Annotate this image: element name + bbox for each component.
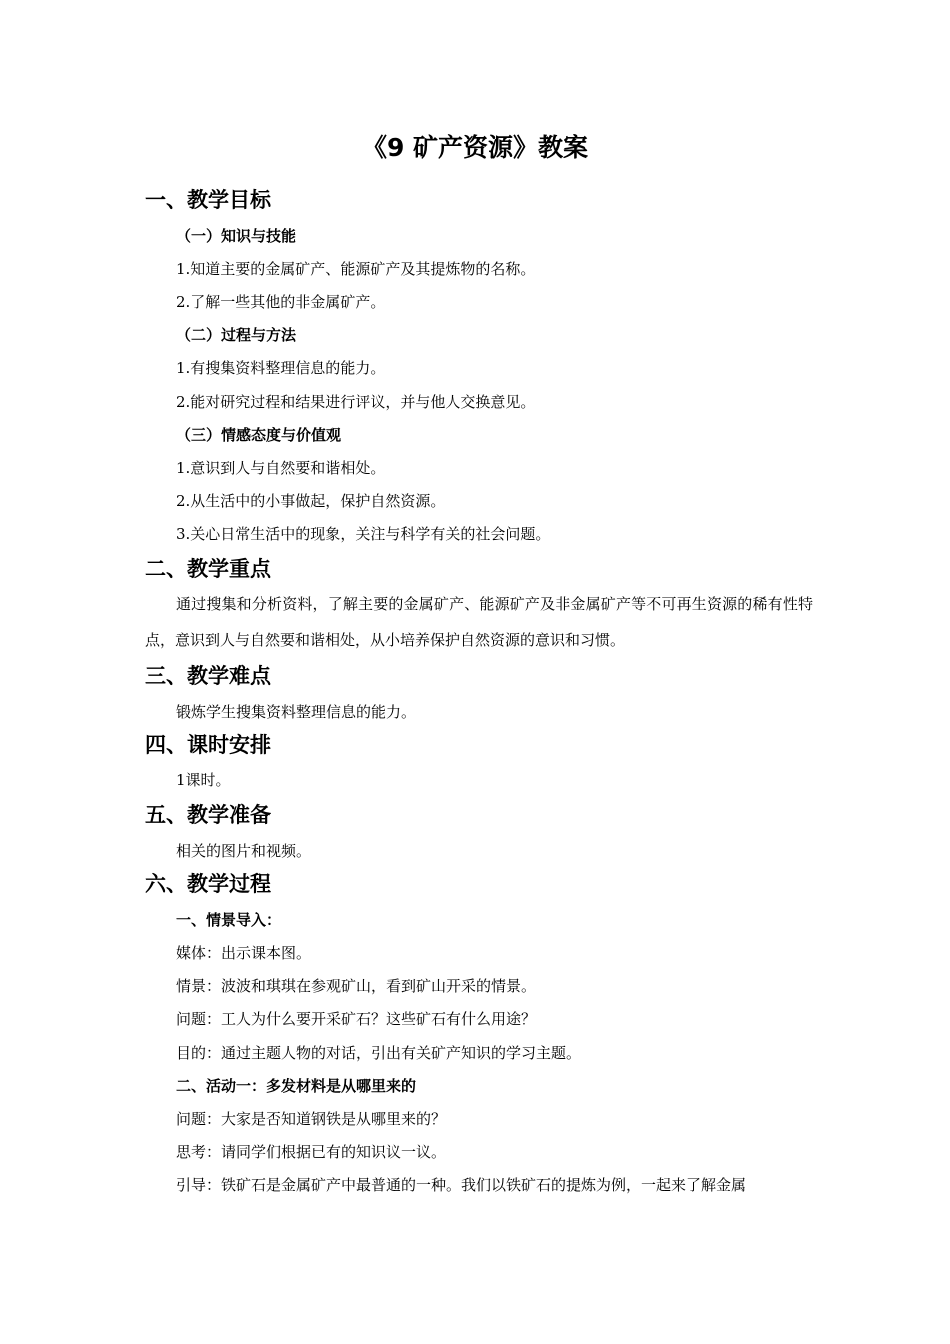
subheading-emotion-values: （三）情感态度与价值观 <box>176 426 342 444</box>
document-title: 《9 矿产资源》教案 <box>361 133 589 162</box>
subheading-activity-one: 二、活动一：多发材料是从哪里来的 <box>176 1077 417 1095</box>
section-heading-process: 六、教学过程 <box>145 872 271 896</box>
difficulties-text: 锻炼学生搜集资料整理信息的能力。 <box>176 703 417 721</box>
list-item: 1.有搜集资料整理信息的能力。 <box>176 359 386 377</box>
list-item: 3.关心日常生活中的现象，关注与科学有关的社会问题。 <box>176 525 551 543</box>
list-item: 目的：通过主题人物的对话，引出有关矿产知识的学习主题。 <box>176 1044 582 1062</box>
section-heading-difficulties: 三、教学难点 <box>145 664 271 688</box>
key-points-paragraph: 通过搜集和分析资料，了解主要的金属矿产、能源矿产及非金属矿产等不可再生资源的稀有性特点，意识到人与自然要和谐相处，从小培养保护自然资源的意识和习惯。 <box>145 595 813 649</box>
list-item: 情景：波波和琪琪在参观矿山，看到矿山开采的情景。 <box>176 977 537 995</box>
list-item: 媒体：出示课本图。 <box>176 944 312 962</box>
list-item: 问题：工人为什么要开采矿石？这些矿石有什么用途？ <box>176 1010 537 1028</box>
section-heading-preparation: 五、教学准备 <box>145 803 271 827</box>
subheading-knowledge-skills: （一）知识与技能 <box>176 227 297 245</box>
section-heading-key-points: 二、教学重点 <box>145 557 271 581</box>
list-item: 引导：铁矿石是金属矿产中最普通的一种。我们以铁矿石的提炼为例，一起来了解金属 <box>176 1176 747 1194</box>
list-item: 1.知道主要的金属矿产、能源矿产及其提炼物的名称。 <box>176 260 536 278</box>
list-item: 问题：大家是否知道钢铁是从哪里来的？ <box>176 1110 447 1128</box>
preparation-text: 相关的图片和视频。 <box>176 842 312 860</box>
subheading-scene-intro: 一、情景导入： <box>176 911 282 929</box>
list-item: 2.能对研究过程和结果进行评议，并与他人交换意见。 <box>176 393 536 411</box>
list-item: 2.从生活中的小事做起，保护自然资源。 <box>176 492 446 510</box>
schedule-text: 1课时。 <box>176 771 231 789</box>
list-item: 思考：请同学们根据已有的知识议一议。 <box>176 1143 447 1161</box>
section-heading-objectives: 一、教学目标 <box>145 188 271 212</box>
list-item: 1.意识到人与自然要和谐相处。 <box>176 459 386 477</box>
subheading-process-method: （二）过程与方法 <box>176 326 297 344</box>
list-item: 2.了解一些其他的非金属矿产。 <box>176 293 386 311</box>
section-heading-schedule: 四、课时安排 <box>145 733 271 757</box>
